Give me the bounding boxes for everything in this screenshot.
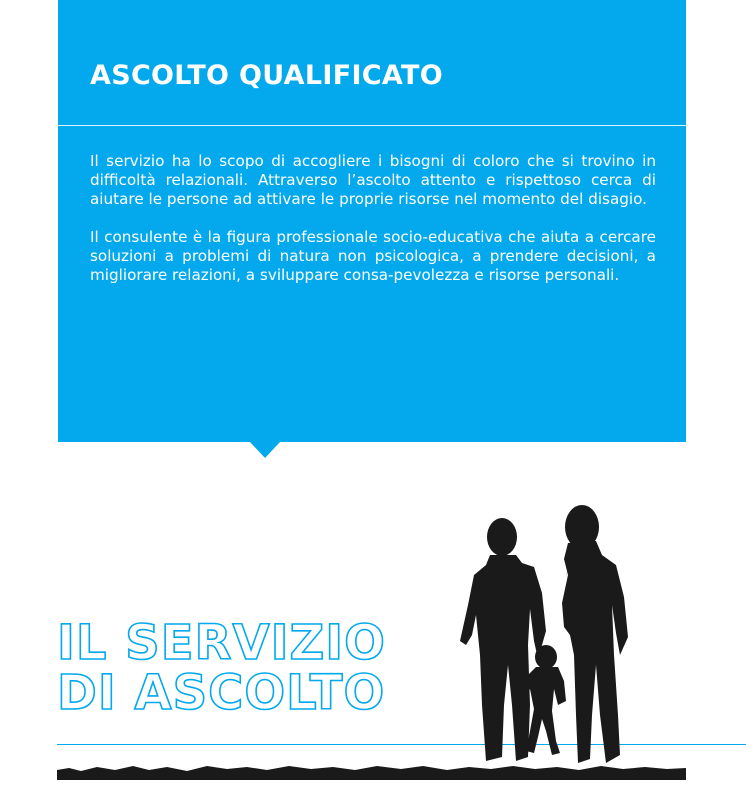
headline-line-1: IL SERVIZIO (57, 615, 386, 671)
info-card (58, 0, 686, 442)
section-headline (57, 615, 397, 721)
card-title: ASCOLTO QUALIFICATO (90, 60, 443, 91)
grass-ground (57, 760, 686, 780)
card-body (90, 152, 656, 304)
card-divider (58, 125, 686, 126)
card-paragraph-1: Il servizio ha lo scopo di accogliere i bisogni di coloro che si trovino in difficoltà relazionali. Attraverso l’ascolto attento e rispettoso cerca di aiutare le persone ad attivare le proprie risorse nel momento del disagio. (90, 152, 656, 208)
headline-line-2: DI ASCOLTO (57, 665, 386, 721)
family-silhouette (430, 505, 686, 767)
card-pointer (250, 442, 280, 458)
card-paragraph-2: Il consulente è la figura professionale socio-educativa che aiuta a cercare soluzioni a problemi di natura non psicologica, a prendere decisioni, a migliorare relazioni, a sviluppare consa-pevolezza e risorse personali. (90, 228, 656, 284)
